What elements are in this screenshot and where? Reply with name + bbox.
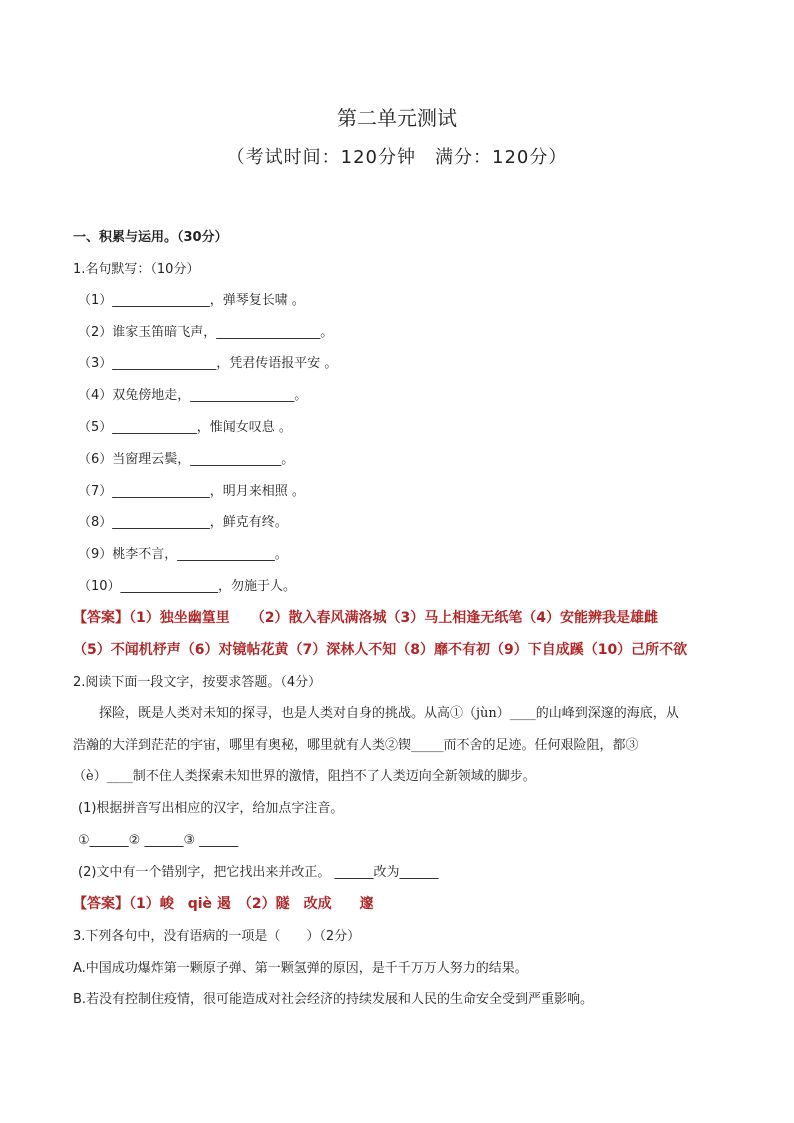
question-1-item: （1）_______________，弹琴复长啸 。 <box>78 293 305 308</box>
question-2-passage: 浩瀚的大洋到茫茫的宇宙，哪里有奥秘，哪里就有人类②锲_____而不舍的足迹。任何艰险阻，都③ <box>73 738 639 753</box>
question-3-option-b: B.若没有控制住疫情，很可能造成对社会经济的持续发展和人民的生命安全受到严重影响。 <box>73 992 594 1007</box>
question-1-item: （7）_______________，明月来相照 。 <box>78 484 305 499</box>
question-1-item: （4）双兔傍地走，________________。 <box>78 388 308 403</box>
question-2-prompt: 2.阅读下面一段文字，按要求答题。（4分） <box>73 675 322 690</box>
question-1-answer-cont: （5）不闻机杼声（6）对镜帖花黄（7）深林人不知（8）靡不有初（9）下自成蹊（10）己所不欲 <box>73 642 688 658</box>
question-1-item: （10）_______________，勿施于人。 <box>78 579 297 594</box>
question-2-passage: 探险，既是人类对未知的探寻，也是人类对自身的挑战。从高①（jùn）____的山峰到深邃的海底，从 <box>73 706 679 721</box>
question-1-item: （2）谁家玉笛暗飞声，________________。 <box>78 325 334 340</box>
question-1-item: （5）_____________，惟闻女叹息 。 <box>78 420 292 435</box>
page-title: 第二单元测试 <box>337 106 457 130</box>
question-2-passage: （è）____制不住人类探索未知世界的激情，阻挡不了人类迈向全新领域的脚步。 <box>73 769 536 784</box>
section-heading: 一、积累与运用。（30分） <box>73 230 228 245</box>
question-3-option-a: A.中国成功爆炸第一颗原子弹、第一颗氢弹的原因，是千千万万人努力的结果。 <box>73 961 528 976</box>
question-1-prompt: 1.名句默写：（10分） <box>73 262 200 277</box>
question-1-answer: 【答案】（1）独坐幽篁里 （2）散入春风满洛城（3）马上相逢无纸笔（4）安能辨我是雄雌 <box>73 610 658 626</box>
question-2-sub1-blanks: ①______② ______③ ______ <box>78 833 239 848</box>
question-2-sub2: (2)文中有一个错别字，把它找出来并改正。 ______改为______ <box>78 865 439 880</box>
question-1-item: （6）当窗理云鬓，______________。 <box>78 452 295 467</box>
question-1-item: （8）_______________，鲜克有终。 <box>78 515 288 530</box>
question-2-sub1: (1)根据拼音写出相应的汉字，给加点字注音。 <box>78 801 344 816</box>
exam-info: （考试时间：120分钟 满分：120分） <box>226 147 568 168</box>
question-2-answer: 【答案】（1）峻 qiè 遏 （2）隧 改成 邃 <box>73 896 374 912</box>
question-1-item: （3）________________，凭君传语报平安 。 <box>78 356 338 371</box>
question-3-prompt: 3.下列各句中，没有语病的一项是（ ）（2分） <box>73 929 361 944</box>
question-1-item: （9）桃李不言，_______________。 <box>78 547 288 562</box>
